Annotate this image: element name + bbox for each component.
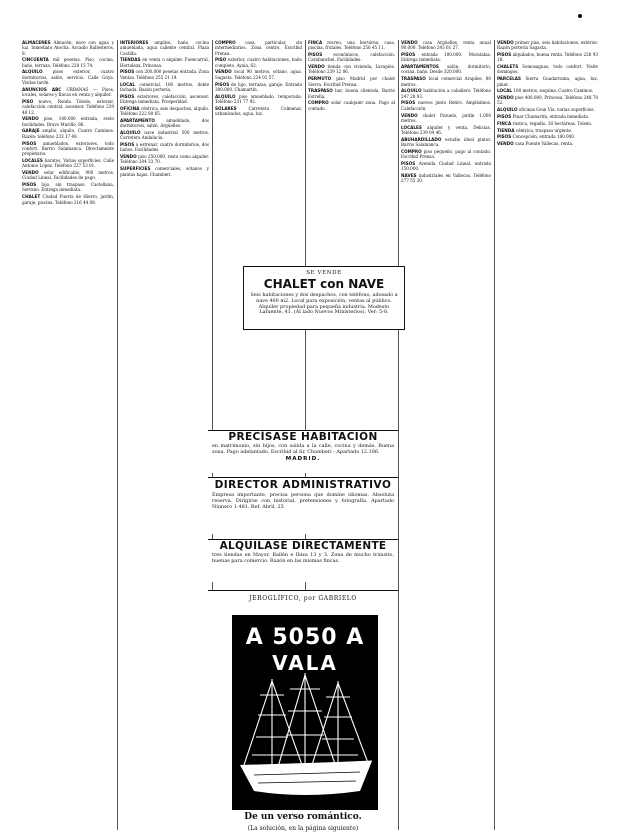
classified-ad-text: baratos. Varias superficies. Calle Antonio López. Teléfono 227 53 01.	[22, 157, 114, 169]
classified-ad-text: local comercial Arapiles, 80 metros.	[401, 76, 491, 87]
classified-ad-lead: CHALETS	[497, 64, 519, 70]
column-rule	[117, 40, 118, 830]
classified-ad-lead: LOCALES	[22, 157, 43, 163]
classified-ad-text: Ciudad Puerta de Hierro, jardín, garaje, piscina. Teléfono 216 44 08.	[22, 194, 114, 205]
classified-ad-lead: PISOS	[401, 100, 416, 106]
classified-ad	[308, 76, 395, 87]
classified-ad-text: pisos exterior, cuatro dormitorios, salón, servicio. Calle Goya. Visitas tarde.	[22, 69, 114, 86]
classified-ad-text: nuevo, Ronda Toledo, exterior, calefacción central, ascensor. Teléfono 239 40 12.	[22, 98, 114, 115]
classified-ad-text: Pinar Chamartín, entrada inmediata.	[511, 114, 590, 120]
classified-ad-text: piso amueblado, temporada. Teléfono 231 77 92.	[215, 93, 302, 104]
classified-column-4	[308, 40, 395, 262]
classified-ad-lead: VENDO	[22, 170, 39, 176]
puzzle-caption: De un verso romántico.	[244, 812, 362, 822]
classified-ad	[308, 40, 395, 51]
classified-ad-lead: PISOS	[22, 140, 37, 146]
classified-ad	[22, 141, 114, 157]
classified-ad-text: a estrenar, cuatro dormitorios, dos baños. Facilidades.	[120, 142, 209, 153]
classified-ad-text: con 200.000 pesetas entrada. Zona Ventas. Teléfono 255 21 19.	[120, 69, 209, 80]
classified-ad-lead: APARTAMENTOS	[401, 64, 439, 70]
ad-city: MADRID.	[285, 455, 321, 462]
ad-body: tres tiendas en Mayor, Bailén e Ibiza 13 y 3. Zona de mucho tránsito, buenas para comercio. Razón en las mismas fincas.	[212, 552, 394, 564]
puzzle-note: (La solución, en la página siguiente)	[247, 825, 359, 832]
classified-ad-text: comercial, 160 metros, doble fachada. Razón portería.	[120, 81, 209, 92]
classified-ad-text: oficinas Gran Vía, varias superficies.	[517, 107, 595, 113]
classified-ad-text: casa Puente Vallecas, renta.	[513, 141, 574, 147]
classified-ad-text: piso 400.000, Princesa. Teléfono 248 70 52.	[497, 95, 598, 106]
classified-ad-lead: PISOS	[497, 52, 512, 58]
classified-ad-lead: INTERIORES	[120, 40, 149, 45]
classified-ad-text: industriales en Vallecas. Teléfono 277 55 30.	[401, 173, 491, 184]
ad-body: Empresa importante, precisa persona que domine idiomas. Absoluta reserva. Dirigirse con historial, pretensiones y fotografía. Apartado Número 1.481. Ref. Abril, 25	[212, 492, 394, 510]
classified-ad-lead: ALQUILO	[215, 93, 236, 99]
classified-ad-text: céntrica, traspaso urgente.	[514, 127, 573, 133]
classified-ad-text: URBANAS — Pisos, locales, solares y fincas en venta y alquiler.	[22, 86, 114, 98]
classified-ad	[22, 57, 114, 68]
classified-ad-text: tienda con vivienda, Lavapiés. Teléfono 239 12 06.	[308, 64, 395, 75]
classified-ad	[120, 82, 209, 93]
classified-ad-lead: PISOS	[497, 134, 512, 140]
classified-ad-lead: COMPRO	[401, 148, 422, 154]
classified-ad	[401, 64, 491, 75]
classified-ad-lead: OFICINA	[120, 105, 140, 111]
column-rule	[212, 40, 213, 260]
classified-ad	[308, 64, 395, 75]
classified-ad-lead: GARAJE	[22, 128, 40, 134]
classified-ad-text: amueblado, dos dormitorios, salón. Argüelles.	[120, 117, 209, 129]
classified-ad	[22, 69, 114, 85]
classified-ad-text: Sierra Guadarrama, agua, luz, pinar.	[497, 76, 598, 87]
classified-ad-text: nuevos junto Retiro. Amplísimos. Calefacción.	[401, 100, 491, 111]
ad-kicker: SE VENDE	[306, 270, 342, 276]
classified-ad-text: alquilados, buena renta. Teléfono 226 93 18.	[497, 52, 598, 63]
classified-ad-text: entrada 100.000. Moratalaz. Entrega inmediata.	[401, 52, 491, 63]
classified-ad-text: chalet Pozuelo, jardín 1.000 metros.	[401, 112, 491, 123]
classified-ad-text: amplios, baño, cocina amueblada, agua caliente central. Plaza Castilla.	[120, 40, 209, 56]
classified-ad-text: de lujo, terrazas, garaje. Entrada 300.000. Chamartín.	[215, 81, 302, 92]
classified-ad	[497, 107, 598, 112]
classified-ad-lead: LOCAL	[497, 88, 513, 94]
classified-ad-text: céntrica, seis despachos, alquilo. Teléfono 222 80 65.	[120, 105, 209, 117]
classified-ad-text: casa, particular, sin intermediarios. Zona centro. Escribid Prensa.	[215, 40, 302, 56]
classified-ad	[120, 106, 209, 117]
classified-ad	[401, 100, 491, 111]
classified-ad	[22, 182, 114, 193]
classified-ad-lead: VENDO	[401, 112, 418, 118]
classified-ad-text: solar edificable, 900 metros. Ciudad Lineal. Facilidades de pago.	[22, 170, 114, 181]
classified-ad-lead: VENDO	[308, 64, 325, 70]
classified-ad-lead: PERMUTO	[308, 76, 332, 82]
classified-ad	[497, 64, 598, 75]
classified-ad-lead: FINCA	[308, 40, 323, 45]
classified-ad-lead: LOCALES	[401, 124, 422, 130]
classified-ad	[22, 170, 114, 181]
classified-ad	[215, 94, 302, 105]
classified-ad-text: solar cualquier zona. Pago al contado.	[308, 100, 395, 111]
classified-ad-lead: SUPERFICIES	[120, 166, 151, 172]
classified-ad-text: nave industrial 500 metros. Carretera Andalucía.	[120, 129, 209, 141]
classified-ad	[497, 76, 598, 87]
classified-ad-lead: PISOS	[22, 182, 37, 188]
classified-ad	[22, 116, 114, 127]
classified-ad	[120, 166, 209, 177]
classified-ad-text: salón, dormitorio, cocina, baño. Desde 320.000.	[401, 64, 491, 75]
puzzle-image	[232, 615, 378, 810]
classified-ad-text: habitación a caballero. Teléfono 247 28 93.	[401, 88, 491, 99]
classified-ad-lead: PISO	[215, 57, 227, 63]
classified-ad-lead: ALQUILO	[497, 107, 518, 113]
ad-body: Seis habitaciones y dos despachos, con teléfono, adosado a nave 400 m2. Local para exposición, ventas al público. Alquiler propiedad para pequeña industria. Modesto Lafuente, 41. (Al lado Nuevos Ministerios). Ver: 5-8.	[250, 292, 398, 316]
classified-ad	[401, 161, 491, 172]
classified-column-2	[120, 40, 209, 830]
classified-ad-text: piso, 140.000 entrada, resto facilidades. Bravo Murillo, 86.	[22, 116, 114, 127]
classified-ad-text: Avenida Ciudad Lineal, entrada 150.000.	[401, 160, 491, 172]
classified-ad-text: local 90 metros, sótano, agua. Sagasta. Teléfono 224 01 57.	[215, 69, 302, 80]
classified-ad-lead: PISOS	[497, 114, 512, 120]
ad-director	[208, 477, 398, 534]
classified-column-6	[497, 40, 598, 830]
classified-ad	[120, 69, 209, 80]
classified-ad-text: piso pequeño, pago al contado. Escribid Prensa.	[401, 148, 491, 160]
classified-ad-lead: TRASPASO	[401, 76, 426, 82]
classified-ad-text: casa Argüelles, renta anual 90.000. Teléfono 243 61 27.	[401, 40, 491, 51]
classified-ad-lead: PISO	[22, 98, 34, 104]
classified-ad-lead: VENDO	[401, 40, 418, 45]
classified-ad-lead: ANUNCIOS ABC	[22, 86, 62, 92]
classified-ad-lead: ALQUILO	[22, 69, 43, 75]
classified-ad-lead: NAVES	[401, 173, 417, 179]
classified-ad-lead: VENDO	[120, 154, 137, 160]
classified-ad-lead: CINCUENTA	[22, 57, 49, 63]
classified-ad	[497, 114, 598, 119]
classified-column-3	[215, 40, 302, 262]
classified-ad-text: Concepción, entrada 180.000.	[511, 134, 576, 140]
classified-ad	[22, 158, 114, 169]
classified-ad	[497, 141, 598, 146]
classified-ad	[497, 128, 598, 133]
classified-ad	[497, 88, 598, 93]
classified-ad	[497, 95, 598, 106]
classified-ad-text: exteriores, calefacción, ascensor. Entrega inmediata. Prosperidad.	[120, 93, 209, 104]
classified-ad-text: económicos, calefacción. Carabanchel. Facilidades.	[308, 52, 395, 63]
classified-ad	[120, 142, 209, 153]
classified-ad-lead: PISOS	[120, 142, 135, 148]
classified-ad	[401, 76, 491, 87]
classified-ad	[215, 82, 302, 93]
classified-ad	[120, 57, 209, 68]
classified-ad-lead: TRASPASO	[308, 88, 333, 94]
classified-ad-lead: APARTAMENTO	[120, 117, 155, 123]
puzzle-line-2: VALA	[272, 651, 338, 675]
classified-ad-lead: TIENDAS	[120, 57, 141, 63]
classified-ad-text: bar, buena clientela. Barrio Estrella.	[308, 88, 395, 99]
classified-ad	[120, 118, 209, 129]
classified-ad-text: Carretera Colmenar, urbanizados, agua, luz.	[215, 105, 302, 117]
classified-ad-lead: PISOS	[215, 81, 230, 87]
classified-ad	[22, 128, 114, 139]
classified-ad-text: piso Madrid por chalet Sierra. Escribid Prensa.	[308, 76, 395, 87]
classified-ad	[308, 100, 395, 111]
classified-ad	[215, 57, 302, 68]
classified-ad-text: mil pesetas. Piso, cocina, baño, terraza. Teléfono 228 15 74.	[22, 57, 114, 68]
classified-column-5	[401, 40, 491, 830]
column-rule	[494, 40, 495, 830]
classified-ad-text: 180 metros, esquina, Cuatro Caminos.	[512, 88, 594, 94]
classified-ad-lead: LOCAL	[120, 81, 136, 87]
sailing-ship-icon	[232, 615, 378, 810]
classified-ad	[120, 130, 209, 141]
classified-ad	[22, 40, 114, 56]
classified-ad-lead: CHALET	[22, 194, 41, 200]
classified-ad	[215, 69, 302, 80]
classified-ad	[120, 94, 209, 105]
classified-ad-lead: PISOS	[120, 93, 135, 99]
classified-ad	[497, 134, 598, 139]
classified-ad-lead: SOLARES	[215, 105, 237, 111]
classified-ad-lead: PARCELAS	[497, 76, 522, 82]
classified-ad-text: alquiler y venta. Delicias. Teléfono 239 04 46.	[401, 124, 491, 135]
classified-ad-lead: COMPRO	[215, 40, 236, 45]
classified-ad-lead: TIENDA	[497, 127, 515, 133]
classified-ad-lead: ALQUILO	[120, 129, 141, 135]
classified-ad-lead: ALMACENES	[22, 40, 51, 45]
classified-ad-text: exterior, cuatro habitaciones, baño completo. Ayala, 62.	[215, 57, 302, 68]
classified-ad-text: Somosaguas, todo confort. Visite domingos.	[497, 64, 598, 75]
classified-ad-lead: PISOS	[401, 52, 416, 58]
classified-ad	[215, 40, 302, 56]
classified-ad	[401, 52, 491, 63]
puzzle-line-1: A 5050 A	[245, 625, 365, 650]
ad-title: PRECÍSASE HABITACIÓN	[228, 431, 378, 443]
classified-ad-text: comerciales, sótanos y plantas bajas. Chamberí.	[120, 166, 209, 177]
classified-ad-lead: COMPRO	[308, 100, 329, 106]
classified-ad	[497, 52, 598, 63]
classified-ad	[401, 113, 491, 124]
classified-ad	[120, 40, 209, 56]
classified-ad-lead: PISOS	[401, 160, 416, 166]
print-mark	[578, 14, 582, 18]
ad-title: ALQUILASE DIRECTAMENTE	[219, 540, 387, 552]
classified-ad	[401, 88, 491, 99]
classified-ad-text: piso 250.000, resto como alquiler. Teléfono 204 33 70.	[120, 154, 209, 165]
classified-ad-lead: VENDO	[215, 69, 232, 75]
ad-body: en matrimonio, sin hijos, con salida a la calle, cocina y demás. Buena zona. Pago adelantado. Escribid al Sr. Chamberí - Apartado 12.186.	[212, 443, 394, 455]
classified-ad	[401, 137, 491, 148]
column-rule	[398, 40, 399, 830]
classified-ad-lead: VENDO	[497, 40, 514, 45]
classified-ad	[308, 88, 395, 99]
classified-ad	[401, 125, 491, 136]
classified-column-1	[22, 40, 114, 830]
classified-ad	[308, 52, 395, 63]
classified-ad-lead: ABUHARDILLADO	[401, 136, 442, 142]
classified-ad	[497, 40, 598, 51]
classified-ad-text: en venta o alquiler. Fuencarral, Hortaleza, Princesa.	[120, 57, 209, 68]
classified-ad	[120, 154, 209, 165]
ad-title: DIRECTOR ADMINISTRATIVO	[214, 479, 392, 491]
classified-ad-text: primer piso, seis habitaciones, exterior. Razón portería Sagasta.	[497, 40, 598, 51]
classified-ad	[401, 40, 491, 51]
classified-ad-lead: PISOS	[120, 69, 135, 75]
ad-chalet-nave	[243, 266, 405, 330]
classified-ad-text: estudio ideal pintor. Barrio Salamanca.	[401, 136, 491, 148]
classified-ad-lead: VENDO	[22, 116, 39, 122]
classified-ad-text: amplio, alquilo. Cuatro Caminos. Razón: teléfono 233 17 48.	[22, 128, 114, 139]
classified-ad-lead: PISOS	[308, 52, 323, 58]
ad-title: CHALET con NAVE	[263, 277, 385, 291]
classified-ad	[401, 173, 491, 184]
classified-ad-lead: ALQUILO	[401, 88, 422, 94]
classified-ad	[215, 106, 302, 117]
classified-ad-text: lujo, sin traspaso. Castellana, Serrano. Entrega inmediata.	[22, 182, 114, 193]
classified-ad	[22, 194, 114, 205]
classified-ad-text: amueblados, exteriores, todo confort. Barrio Salamanca. Directamente propietario.	[22, 140, 114, 157]
ad-habitacion	[208, 430, 398, 473]
classified-ad-text: recreo, una hectárea, casa, piscina, frutales. Teléfono 256 45 11.	[308, 40, 395, 51]
classified-ad	[401, 149, 491, 160]
classified-ad	[22, 87, 114, 98]
puzzle-kicker: JEROGLÍFICO, por GABRIELO	[249, 595, 357, 602]
classified-ad-lead: VENDO	[497, 141, 514, 147]
classified-ad	[497, 121, 598, 126]
classified-ad	[22, 99, 114, 115]
classified-ad-lead: VENDO	[497, 95, 514, 101]
classified-ad-text: rústica, regadío, 30 hectáreas. Toledo.	[511, 120, 593, 126]
ad-alquilase	[208, 539, 398, 582]
classified-ad-text: Almacén, nave con agua y luz. Inmediato Atocha. Arcadio Ballesteros, 8.	[22, 40, 114, 56]
classified-ad-lead: FINCA	[497, 120, 512, 126]
